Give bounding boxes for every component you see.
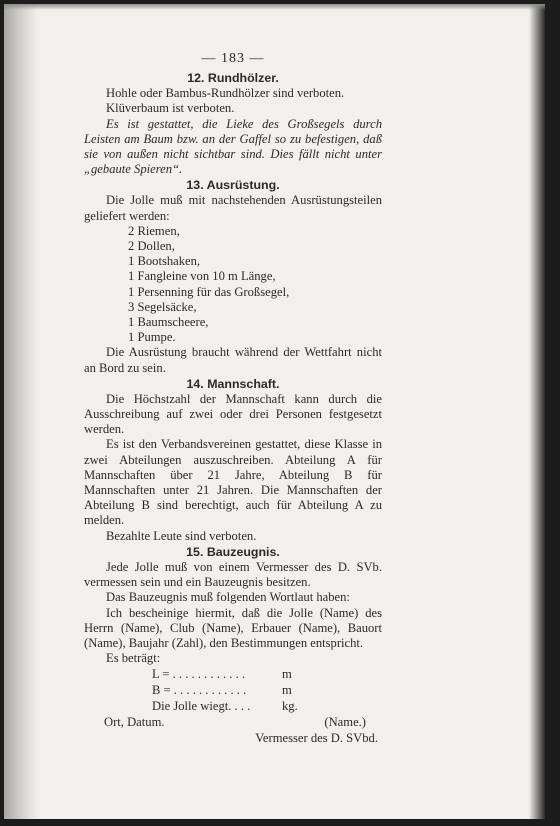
section-15-number: 15.: [186, 544, 204, 559]
signature-line: [84, 714, 382, 730]
form-unit: m: [282, 667, 292, 682]
text-column: [84, 51, 382, 746]
section-13-number: 13.: [186, 178, 204, 193]
form-unit: kg.: [282, 699, 298, 714]
measurement-form: [152, 666, 382, 714]
section-12-number: 12.: [187, 71, 205, 86]
section-12-heading: [84, 70, 382, 86]
section-14-heading: [84, 376, 382, 392]
equipment-list: [128, 224, 382, 346]
section-12-para-1: Hohle oder Bambus-Rundhölzer sind verboten.: [106, 86, 345, 101]
section-13-heading: [84, 177, 382, 193]
list-item: 2 Riemen,: [128, 223, 180, 238]
form-label: B = . . . . . . . . . . . .: [152, 683, 247, 698]
list-item: 1 Bootshaken,: [128, 254, 201, 269]
page-gutter-shadow: [4, 4, 38, 819]
section-15-para-1: Jede Jolle muß von einem Vermesser des D. SVb. vermessen sein und ein Bauzeugnis besitzen.: [84, 559, 382, 590]
list-item: 1 Persenning für das Großsegel,: [128, 284, 290, 299]
section-13-title: Ausrüstung.: [206, 178, 280, 193]
name-label: (Name.): [324, 715, 366, 730]
form-row: [152, 698, 382, 714]
section-14-para-2: Es ist den Verbandsvereinen gestattet, diese Klasse in zwei Abteilungen auszuschreiben. Abteilung A für Mannschaften über 21 Jahre, Abteilung B für Mannschaften unter 21 Jahren. Die Mannschaften der Abteilung B sind berechtigt, auch für Abteilung A zu melden.: [84, 437, 382, 528]
section-14-para-3: Bezahlte Leute sind verboten.: [106, 528, 257, 543]
list-item: 2 Dollen,: [128, 239, 175, 254]
surveyor-label: Vermesser des D. SVbd.: [255, 731, 378, 746]
page-number: — 183 —: [201, 51, 265, 66]
section-12-para-3: Es ist gestattet, die Lieke des Großsegels durch Leisten am Baum bzw. an der Gaffel so zu befestigen, daß sie von außen nicht sichtbar sind. Dies fällt nicht unter „gebaute Spieren“.: [84, 116, 382, 177]
section-13-intro: Die Jolle muß mit nachstehenden Ausrüstungsteilen geliefert werden:: [84, 193, 382, 223]
section-12-title: Rundhölzer.: [207, 71, 279, 86]
section-15-title: Bauzeugnis.: [206, 544, 280, 559]
section-13-outro: Die Ausrüstung braucht während der Wettfahrt nicht an Bord zu sein.: [84, 345, 382, 375]
section-14-number: 14.: [186, 376, 204, 391]
section-15-para-2: Das Bauzeugnis muß folgenden Wortlaut haben:: [106, 590, 350, 605]
list-item: 1 Baumscheere,: [128, 315, 209, 330]
page-edge-shadow: [529, 4, 545, 819]
form-row: [152, 682, 382, 698]
section-15-heading: [84, 544, 382, 560]
section-14-para-1: Die Höchstzahl der Mannschaft kann durch die Ausschreibung auf zwei oder drei Personen festgesetzt werden.: [84, 391, 382, 437]
section-14-title: Mannschaft.: [207, 376, 280, 391]
list-item: 1 Pumpe.: [128, 330, 176, 345]
form-unit: m: [282, 683, 292, 698]
list-item: 1 Fangleine von 10 m Länge,: [128, 269, 276, 284]
form-label: L = . . . . . . . . . . . .: [152, 667, 246, 682]
place-date-label: Ort, Datum.: [104, 715, 165, 730]
list-item: 3 Segelsäcke,: [128, 299, 197, 314]
form-label: Die Jolle wiegt. . . .: [152, 699, 251, 714]
section-15-para-4: Es beträgt:: [106, 651, 161, 666]
certificate-wording: Ich bescheinige hiermit, daß die Jolle (Name) des Herrn (Name), Club (Name), Erbauer (Name), Bauort (Name), Baujahr (Zahl), den Bestimmungen entspricht.: [84, 605, 382, 650]
page-top-edge: [4, 4, 545, 10]
section-12-para-2: Klüverbaum ist verboten.: [106, 101, 235, 116]
book-page: [4, 4, 545, 819]
form-row: [152, 666, 382, 682]
